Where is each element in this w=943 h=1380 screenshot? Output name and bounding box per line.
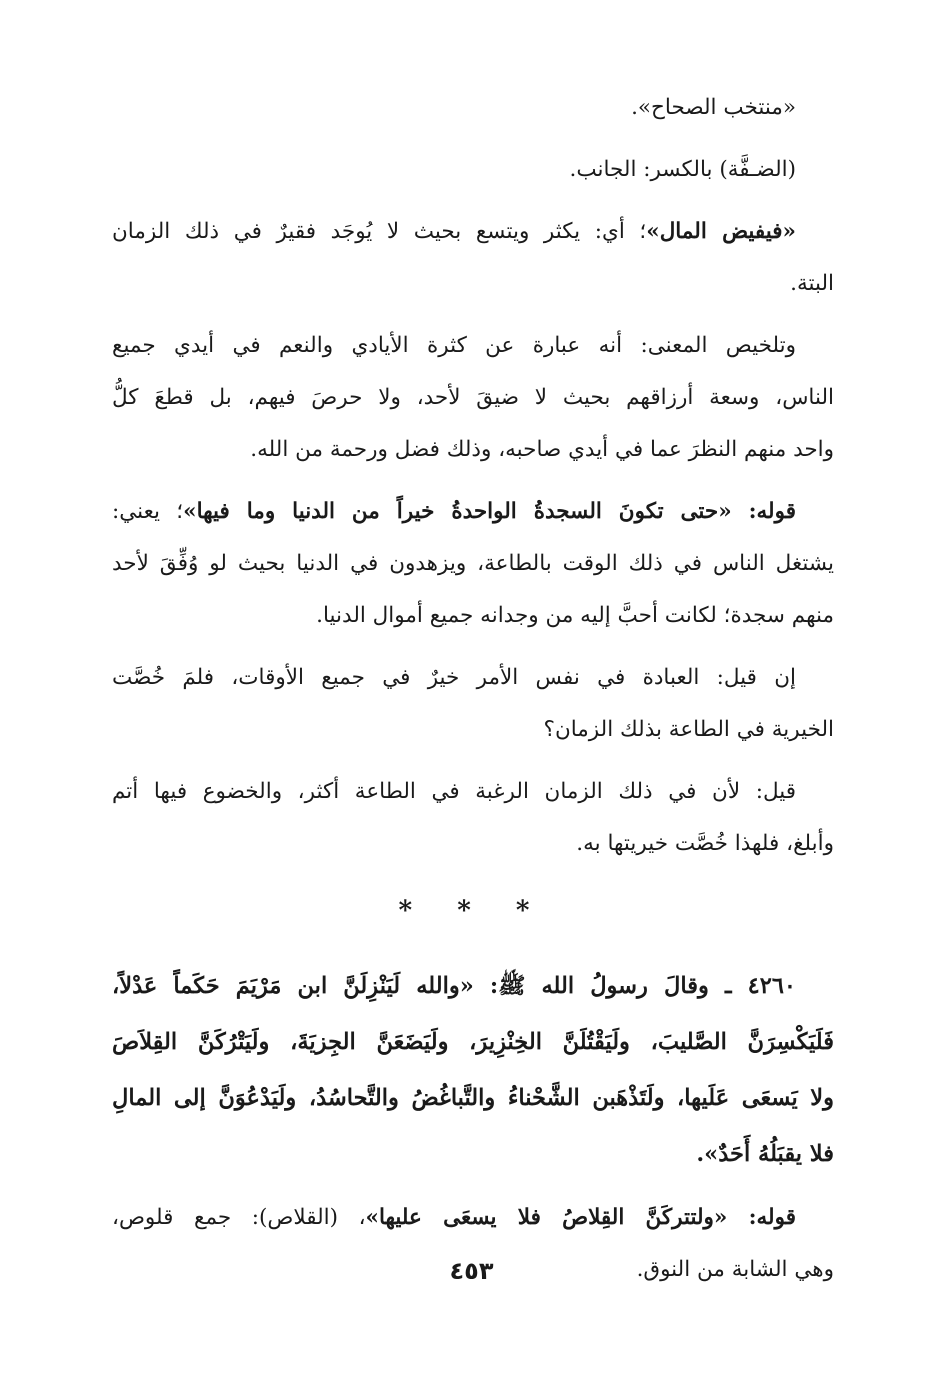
text-line: «منتخب الصحاح». [631,95,796,120]
page-number: ٤٥٣ [449,1257,494,1285]
text-line: (الضـفَّة) بالكسر: الجانب. [569,157,796,182]
quoted-phrase: قوله: «حتى تكونَ السجدةُ الواحدةُ خيراً من الدنيا وما فيها» [183,499,796,524]
paragraph-summary [112,320,834,476]
text-line: يشتغل الناس في ذلك الوقت بالطاعة، ويزهدون في الدنيا بحيث لو وُفِّقَ لأحد [112,551,834,576]
paragraph-faydh [112,206,834,310]
commentary-text: ، (القلاص): جمع قلوص، [112,1205,366,1230]
text-line: منهم سجدة؛ لكانت أحبَّ إليه من وجدانه جميع أموال الدنيا. [316,603,834,628]
paragraph-question [112,652,834,756]
paragraph-definition [112,144,834,196]
commentary-text: ؛ أي: يكثر ويتسع بحيث لا يُوجَد فقيرٌ في ذلك الزمان [112,219,647,244]
text-line: الناس، وسعة أرزاقهم بحيث لا ضيقَ لأحد، ولا حرصَ فيهم، بل قطعَ كلُّ [112,385,834,410]
text-line: وهي الشابة من النوق. [636,1257,834,1282]
text-line: واحد منهم النظرَ عما في أيدي صاحبه، وذلك فضل ورحمة من الله. [250,437,834,462]
hadith-line: ٤٢٦٠ ـ وقالَ رسولُ الله ﷺ: «والله لَيَنْزِلَنَّ ابن مَرْيَمَ حَكَماً عَدْلاً، [112,973,796,999]
page-body [112,82,834,1306]
text-line: إن قيل: العبادة في نفس الأمر خيرٌ في جميع الأوقات، فلمَ خُصَّت [112,665,796,690]
text-line: البتة. [790,271,834,296]
text-line [112,486,834,538]
text-line: وأبلغ، فلهذا خُصَّت خيريتها به. [576,831,834,856]
quoted-phrase: قوله: «ولتتركَنَّ القِلاصُ فلا يسعَى عليها» [365,1205,796,1230]
commentary-text: ؛ يعني: [112,499,184,524]
text-line: قيل: لأن في ذلك الزمان الرغبة في الطاعة أكثر، والخضوع فيها أتم [112,779,796,804]
hadith-4260 [112,958,834,1182]
text-line [112,1192,834,1244]
section-separator: * * * [398,896,548,926]
hadith-line: ولا يَسعَى عَلَيها، ولَتَذْهَبن الشَّحْناءُ والتَّباغُضُ والتَّحاسُدُ، ولَيَدْعُوَنَّ إلى المالِ [112,1085,834,1111]
text-line: الخيرية في الطاعة بذلك الزمان؟ [543,717,834,742]
paragraph-answer [112,766,834,870]
text-line: وتلخيص المعنى: أنه عبارة عن كثرة الأيادي والنعم في أيدي جميع [112,333,796,358]
hadith-line: فلا يقبَلُهُ أَحَدٌ». [696,1141,834,1167]
paragraph-sajda [112,486,834,642]
hadith-line: فَلَيَكْسِرَنَّ الصَّليبَ، ولَيَقْتُلَنَّ الخِنْزِيرَ، ولَيَضَعَنَّ الجِزيَةَ، ولَيَتْرُكَنَّ القِلاَصَ [112,1029,834,1055]
text-line [112,206,834,258]
paragraph-source [112,82,834,134]
quoted-phrase: «فيفيض المال» [646,219,796,244]
